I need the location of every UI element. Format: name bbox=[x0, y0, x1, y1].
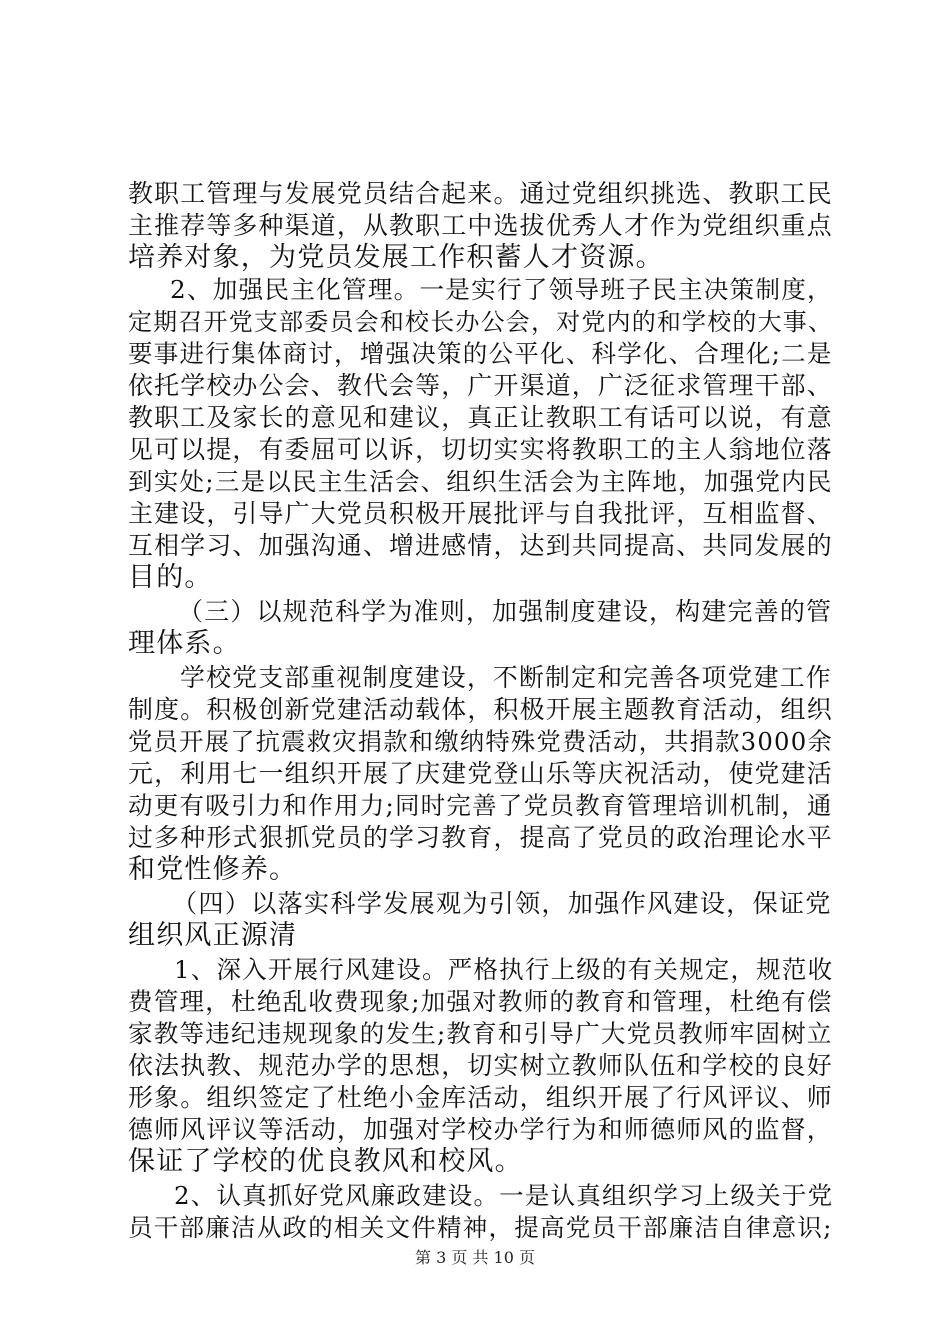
section-heading: 理体系。 bbox=[128, 628, 241, 659]
text-line: 定期召开党支部委员会和校长办公会，对党内的和学校的大事、 bbox=[128, 308, 834, 336]
text-line: 学校党支部重视制度建设，不断制定和完善各项党建工作 bbox=[180, 663, 832, 692]
text-line: 制度。积极创新党建活动载体，积极开展主题教育活动，组织 bbox=[128, 695, 833, 724]
text-line: 费管理，杜绝乱收费现象;加强对教师的教育和管理，杜绝有偿 bbox=[128, 987, 833, 1016]
text-line: 和党性修养。 bbox=[128, 854, 298, 885]
text-line: 员干部廉洁从政的相关文件精神，提高党员干部廉洁自律意识; bbox=[128, 1213, 833, 1242]
text-line: 教职工及家长的意见和建议，真正让教职工有话可以说，有意 bbox=[128, 403, 833, 432]
text-line: 依法执教、规范办学的思想，切实树立教师队伍和学校的良好 bbox=[128, 1051, 833, 1080]
text-line: 依托学校办公会、教代会等，广开渠道，广泛征求管理干部、 bbox=[128, 371, 833, 400]
text-line: 2、认真抓好党风廉政建设。一是认真组织学习上级关于党 bbox=[174, 1181, 834, 1210]
text-line: 保证了学校的优良教风和校风。 bbox=[128, 1146, 523, 1177]
text-line: 德师风评议等活动，加强对学校办学行为和师德师风的监督， bbox=[128, 1115, 833, 1144]
text-line: 见可以提，有委屈可以诉，切切实实将教职工的主人翁地位落 bbox=[128, 435, 833, 464]
section-heading: （四）以落实科学发展观为引领，加强作风建设，保证党 bbox=[172, 889, 832, 918]
text-line: 元，利用七一组织开展了庆建党登山乐等庆祝活动，使党建活 bbox=[128, 759, 833, 788]
text-line: 主推荐等多种渠道，从教职工中选拔优秀人才作为党组织重点 bbox=[128, 211, 833, 240]
text-line: 互相学习、加强沟通、增进感情，达到共同提高、共同发展的 bbox=[128, 531, 833, 560]
page-number-footer: 第 3 页 共 10 页 bbox=[415, 1248, 535, 1267]
text-line: 过多种形式狠抓党员的学习教育，提高了党员的政治理论水平 bbox=[128, 823, 833, 852]
text-line: 党员开展了抗震救灾捐款和缴纳特殊党费活动，共捐款3000余 bbox=[128, 727, 833, 756]
text-line: 1、深入开展行风建设。严格执行上级的有关规定，规范收 bbox=[174, 955, 834, 984]
text-line: 教职工管理与发展党员结合起来。通过党组织挑选、教职工民 bbox=[128, 179, 833, 208]
text-line: 2、加强民主化管理。一是实行了领导班子民主决策制度， bbox=[170, 275, 833, 304]
section-heading: （三）以规范科学为准则，加强制度建设，构建完善的管 bbox=[178, 597, 833, 626]
text-line: 主建设，引导广大党员积极开展批评与自我批评，互相监督、 bbox=[128, 499, 833, 528]
text-line: 要事进行集体商讨，增强决策的公平化、科学化、合理化;二是 bbox=[128, 339, 833, 368]
text-line: 目的。 bbox=[128, 562, 213, 593]
text-line: 到实处;三是以民主生活会、组织生活会为主阵地，加强党内民 bbox=[128, 467, 833, 496]
section-heading: 组织风正源清 bbox=[128, 920, 298, 951]
text-line: 动更有吸引力和作用力;同时完善了党员教育管理培训机制，通 bbox=[128, 791, 833, 820]
text-line: 家教等违纪违规现象的发生;教育和引导广大党员教师牢固树立 bbox=[128, 1019, 833, 1048]
text-line: 培养对象，为党员发展工作积蓄人才资源。 bbox=[128, 242, 664, 273]
text-line: 形象。组织签定了杜绝小金库活动，组织开展了行风评议、师 bbox=[128, 1083, 833, 1112]
